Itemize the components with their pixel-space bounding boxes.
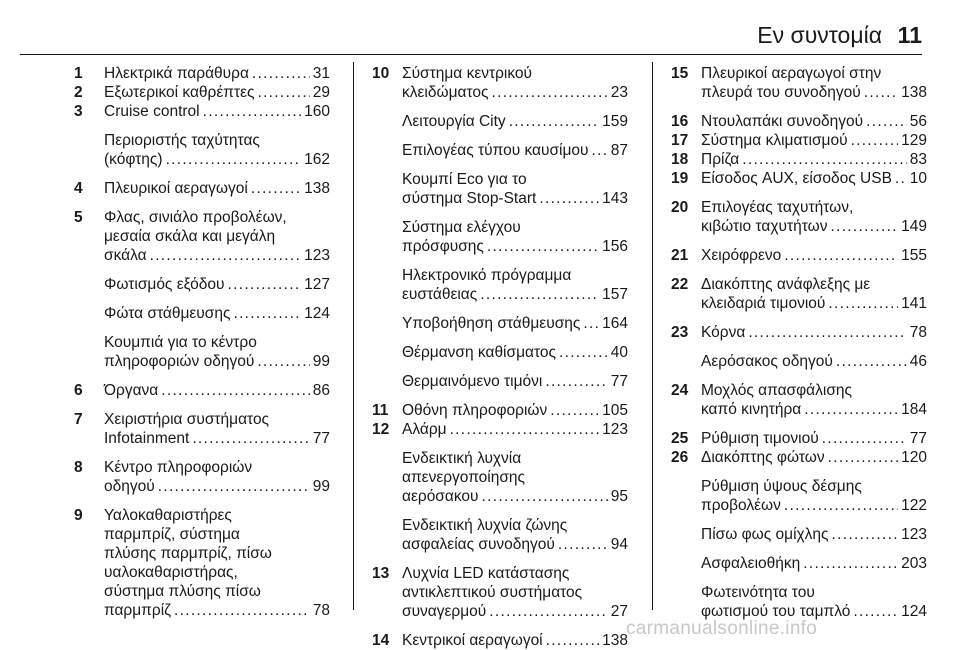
entry-number: 15 [671, 65, 689, 82]
entry-text: Cruise control [104, 103, 200, 120]
entry-last-line [104, 429, 330, 448]
entry-last-line [402, 372, 628, 391]
index-entry [372, 218, 628, 256]
column-divider [652, 62, 653, 610]
index-column-2 [372, 64, 628, 650]
entry-text: Ντουλαπάκι συνοδηγού [701, 113, 864, 130]
page-reference-link[interactable]: 160 [304, 103, 330, 120]
entry-last-line [104, 275, 330, 294]
index-entry [671, 583, 927, 621]
entry-text: πλευρά του συνοδηγού [701, 84, 861, 101]
entry-text: Πλευρικοί αεραγωγοί [104, 180, 248, 197]
entry-number: 20 [671, 199, 689, 216]
entry-text: Ασφαλειοθήκη [701, 555, 801, 572]
entry-last-line [104, 102, 330, 121]
column-divider [353, 62, 354, 610]
entry-last-line [104, 64, 330, 83]
index-entry [671, 381, 927, 419]
entry-number: 19 [671, 170, 689, 187]
leader-dots [257, 83, 309, 102]
index-entry [372, 631, 628, 650]
index-entry [671, 112, 927, 131]
entry-text: Διακόπτης ανάφλεξης με [701, 276, 871, 293]
entry-number: 25 [671, 430, 689, 447]
entry-text: Ρύθμιση ύψους δέσμης [701, 478, 862, 495]
index-entry [372, 141, 628, 160]
index-entry [671, 429, 927, 448]
leader-dots [828, 294, 898, 313]
entry-text: Πλευρικοί αεραγωγοί στην [701, 65, 882, 82]
leader-dots [174, 601, 310, 620]
index-entry [671, 477, 927, 515]
entry-text: Υαλοκαθαριστήρες [104, 507, 232, 524]
entry-text: Κουμπί Eco για το [402, 171, 527, 188]
leader-dots [166, 150, 302, 169]
page-reference-link[interactable]: 143 [602, 190, 628, 207]
page-reference-link[interactable]: 94 [610, 536, 628, 553]
index-entry [372, 343, 628, 362]
index-entry [372, 64, 628, 102]
leader-dots [784, 496, 898, 515]
entry-last-line [104, 246, 330, 265]
page-title: Εν συντομία [757, 22, 882, 48]
entry-last-line [104, 304, 330, 323]
leader-dots [832, 525, 899, 544]
entry-text: (κόφτης) [104, 151, 163, 168]
index-entry [372, 266, 628, 304]
page-reference-link[interactable]: 127 [304, 276, 330, 293]
entry-text: πληροφοριών οδηγού [104, 353, 255, 370]
entry-number: 10 [372, 65, 390, 82]
entry-text: Σύστημα κεντρικού [402, 65, 533, 82]
entry-last-line [701, 323, 927, 342]
index-entry [372, 170, 628, 208]
page-reference-link[interactable]: 78 [909, 324, 927, 341]
page-reference-link[interactable]: 23 [610, 84, 628, 101]
index-entry [74, 83, 330, 102]
index-entry [74, 208, 330, 265]
entry-last-line [701, 352, 927, 371]
page-reference-link[interactable]: 164 [602, 315, 628, 332]
entry-text: Αλάρμ [402, 421, 447, 438]
entry-number: 23 [671, 324, 689, 341]
index-entry [74, 381, 330, 400]
page-reference-link[interactable]: 123 [901, 526, 927, 543]
index-entry [671, 352, 927, 371]
entry-text: σύστημα πλύσης πίσω [104, 583, 261, 600]
index-column-1 [74, 64, 330, 620]
leader-dots [539, 189, 599, 208]
entry-number: 2 [74, 84, 83, 101]
leader-dots [257, 352, 309, 371]
index-entry [372, 401, 628, 420]
entry-last-line [104, 381, 330, 400]
entry-text: Σύστημα κλιματισμού [701, 132, 848, 149]
page-reference-link[interactable]: 157 [602, 286, 628, 303]
entry-text: Ενδεικτική λυχνία ζώνης [402, 517, 568, 534]
entry-text: Λυχνία LED κατάστασης [402, 565, 570, 582]
entry-text: Μοχλός απασφάλισης [701, 382, 852, 399]
entry-number: 24 [671, 382, 689, 399]
entry-text: Οθόνη πληροφοριών [402, 402, 548, 419]
entry-text: Σύστημα ελέγχου [402, 219, 521, 236]
leader-dots [161, 381, 310, 400]
page-header [0, 0, 960, 56]
page-reference-link[interactable]: 123 [602, 421, 628, 438]
entry-text: Είσοδος AUX, είσοδος USB [701, 170, 892, 187]
entry-text: Πίσω φως ομίχλης [701, 526, 829, 543]
entry-text: συναγερμού [402, 603, 487, 620]
page-number: 11 [897, 22, 922, 48]
leader-dots [192, 429, 309, 448]
entry-text: Περιοριστής ταχύτητας [104, 132, 260, 149]
entry-last-line [402, 83, 628, 102]
watermark-text: carmanualsonline.info [626, 618, 818, 639]
entry-last-line [701, 131, 927, 150]
entry-text: Πρίζα [701, 151, 740, 168]
leader-dots [203, 102, 302, 121]
leader-dots [150, 246, 302, 265]
entry-text: Ηλεκτρικά παράθυρα [104, 65, 249, 82]
index-entry [74, 275, 330, 294]
entry-text: Ρύθμιση τιμονιού [701, 430, 819, 447]
entry-number: 12 [372, 421, 390, 438]
index-entry [74, 458, 330, 496]
entry-text: Επιλογέας τύπου καυσίμου [402, 142, 589, 159]
entry-last-line [701, 169, 927, 188]
index-entry [74, 64, 330, 83]
page-reference-link[interactable]: 203 [901, 555, 927, 572]
entry-number: 21 [671, 247, 689, 264]
entry-text: Εξωτερικοί καθρέπτες [104, 84, 255, 101]
index-entry [671, 169, 927, 188]
page-reference-link[interactable]: 83 [909, 151, 927, 168]
index-entry [74, 304, 330, 323]
leader-dots [864, 83, 898, 102]
index-entry [372, 420, 628, 439]
index-entry [74, 333, 330, 371]
entry-text: αντικλεπτικού συστήματος [402, 584, 583, 601]
entry-number: 5 [74, 209, 83, 226]
entry-text: Φλας, σινιάλο προβολέων, [104, 209, 287, 226]
entry-text: ασφαλείας συνοδηγού [402, 536, 555, 553]
entry-last-line [701, 496, 927, 515]
entry-number: 7 [74, 411, 83, 428]
entry-text: σκάλα [104, 247, 147, 264]
entry-number: 9 [74, 507, 83, 524]
entry-text: μεσαία σκάλα και μεγάλη [104, 228, 276, 245]
entry-text: Φωτισμός εξόδου [104, 276, 225, 293]
leader-dots [784, 246, 898, 265]
entry-last-line [104, 352, 330, 371]
page-reference-link[interactable]: 184 [901, 401, 927, 418]
entry-last-line [402, 487, 628, 506]
page-reference-link[interactable]: 105 [602, 402, 628, 419]
entry-text: Φώτα στάθμευσης [104, 305, 231, 322]
index-entry [671, 198, 927, 236]
entry-number: 6 [74, 382, 83, 399]
entry-last-line [402, 343, 628, 362]
index-entry [372, 516, 628, 554]
entry-number: 4 [74, 180, 83, 197]
entry-last-line [701, 429, 927, 448]
entry-number: 14 [372, 632, 390, 649]
entry-text: Όργανα [104, 382, 159, 399]
page-reference-link[interactable]: 99 [312, 478, 330, 495]
entry-text: οδηγού [104, 478, 155, 495]
leader-dots [550, 401, 599, 420]
entry-number: 16 [671, 113, 689, 130]
page-reference-link[interactable]: 138 [304, 180, 330, 197]
index-entry [671, 150, 927, 169]
leader-dots [748, 323, 906, 342]
entry-number: 11 [372, 402, 389, 419]
leader-dots [545, 372, 607, 391]
page-reference-link[interactable]: 87 [610, 142, 628, 159]
entry-number: 13 [372, 565, 390, 582]
leader-dots [592, 141, 608, 160]
leader-dots [851, 131, 899, 150]
leader-dots [853, 602, 898, 621]
leader-dots [228, 275, 302, 294]
page-reference-link[interactable]: 122 [901, 497, 927, 514]
page-reference-link[interactable]: 27 [610, 603, 628, 620]
entry-last-line [104, 150, 330, 169]
index-entry [74, 131, 330, 169]
page-reference-link[interactable]: 162 [304, 151, 330, 168]
index-entry [671, 64, 927, 102]
index-entry [74, 102, 330, 121]
page-reference-link[interactable]: 124 [901, 603, 927, 620]
page-reference-link[interactable]: 77 [909, 430, 927, 447]
entry-last-line [402, 420, 628, 439]
entry-number: 26 [671, 449, 689, 466]
page-reference-link[interactable]: 56 [909, 113, 927, 130]
entry-text: πλύσης παρμπρίζ, πίσω [104, 545, 272, 562]
index-entry [372, 372, 628, 391]
index-entry [671, 323, 927, 342]
page-reference-link[interactable]: 138 [602, 632, 628, 649]
entry-text: κιβώτιο ταχυτήτων [701, 218, 828, 235]
page-reference-link[interactable]: 155 [901, 247, 927, 264]
leader-dots [836, 352, 907, 371]
entry-text: κλειδαριά τιμονιού [701, 295, 826, 312]
index-entry [372, 112, 628, 131]
entry-text: Αερόσακος οδηγού [701, 353, 833, 370]
leader-dots [583, 314, 599, 333]
entry-last-line [701, 525, 927, 544]
index-entry [671, 448, 927, 467]
entry-text: Κόρνα [701, 324, 746, 341]
page-reference-link[interactable]: 86 [312, 382, 330, 399]
index-entry [671, 554, 927, 573]
entry-last-line [402, 285, 628, 304]
entry-number: 17 [671, 132, 689, 149]
leader-dots [803, 554, 898, 573]
entry-number: 1 [74, 65, 83, 82]
page-reference-link[interactable]: 77 [610, 373, 628, 390]
entry-last-line [402, 141, 628, 160]
entry-text: Χειρόφρενο [701, 247, 782, 264]
entry-last-line [701, 217, 927, 236]
entry-number: 3 [74, 103, 83, 120]
page-reference-link[interactable]: 99 [312, 353, 330, 370]
page-reference-link[interactable]: 149 [901, 218, 927, 235]
leader-dots [828, 448, 899, 467]
entry-last-line [701, 150, 927, 169]
entry-text: Υποβοήθηση στάθμευσης [402, 315, 581, 332]
leader-dots [487, 237, 599, 256]
entry-text: Ενδεικτική λυχνία [402, 450, 522, 467]
page-reference-link[interactable]: 159 [602, 113, 628, 130]
leader-dots [742, 150, 907, 169]
entry-text: φωτισμού του ταμπλό [701, 603, 851, 620]
page-reference-link[interactable]: 123 [304, 247, 330, 264]
entry-text: ευστάθειας [402, 286, 478, 303]
entry-last-line [701, 246, 927, 265]
entry-text: Φωτεινότητα του [701, 584, 815, 601]
header-rule [20, 54, 922, 55]
entry-text: προβολέων [701, 497, 781, 514]
page-reference-link[interactable]: 156 [602, 238, 628, 255]
page-reference-link[interactable]: 31 [312, 65, 330, 82]
index-entry [372, 314, 628, 333]
leader-dots [491, 83, 607, 102]
page-reference-link[interactable]: 141 [901, 295, 927, 312]
leader-dots [489, 602, 607, 621]
entry-last-line [402, 237, 628, 256]
leader-dots [895, 169, 907, 188]
index-entry [671, 525, 927, 544]
entry-number: 18 [671, 151, 689, 168]
page-reference-link[interactable]: 46 [909, 353, 927, 370]
entry-text: Επιλογέας ταχυτήτων, [701, 199, 854, 216]
leader-dots [450, 420, 600, 439]
entry-last-line [104, 601, 330, 620]
leader-dots [804, 400, 898, 419]
entry-text: Θερμαινόμενο τιμόνι [402, 373, 543, 390]
entry-text: παρμπρίζ [104, 602, 171, 619]
entry-last-line [402, 602, 628, 621]
entry-text: Κεντρικοί αεραγωγοί [402, 632, 543, 649]
entry-last-line [402, 401, 628, 420]
entry-text: αερόσακου [402, 488, 479, 505]
entry-text: υαλοκαθαριστήρας, [104, 564, 238, 581]
entry-last-line [701, 294, 927, 313]
page-reference-link[interactable]: 78 [312, 602, 330, 619]
page-reference-link[interactable]: 138 [901, 84, 927, 101]
index-entry [372, 564, 628, 621]
entry-text: Κέντρο πληροφοριών [104, 459, 253, 476]
entry-text: Κουμπιά για το κέντρο [104, 334, 257, 351]
leader-dots [866, 112, 907, 131]
leader-dots [251, 179, 301, 198]
entry-last-line [701, 112, 927, 131]
page-reference-link[interactable]: 77 [312, 430, 330, 447]
index-entry [671, 131, 927, 150]
entry-last-line [402, 314, 628, 333]
entry-text: παρμπρίζ, σύστημα [104, 526, 240, 543]
leader-dots [559, 343, 608, 362]
entry-number: 22 [671, 276, 689, 293]
entry-text: σύστημα Stop-Start [402, 190, 537, 207]
index-column-3 [671, 64, 927, 621]
page-reference-link[interactable]: 95 [610, 488, 628, 505]
leader-dots [480, 285, 599, 304]
index-entry [74, 179, 330, 198]
index-entry [671, 246, 927, 265]
entry-text: κλειδώματος [402, 84, 489, 101]
entry-last-line [701, 400, 927, 419]
entry-text: καπό κινητήρα [701, 401, 802, 418]
page-reference-link[interactable]: 29 [312, 84, 330, 101]
entry-last-line [104, 477, 330, 496]
index-entry [372, 449, 628, 506]
entry-text: Θέρμανση καθίσματος [402, 344, 556, 361]
entry-last-line [402, 631, 628, 650]
leader-dots [558, 535, 608, 554]
page-reference-link[interactable]: 40 [610, 344, 628, 361]
entry-last-line [104, 179, 330, 198]
entry-last-line [701, 83, 927, 102]
page-reference-link[interactable]: 129 [901, 132, 927, 149]
index-entry [74, 506, 330, 620]
index-entry [671, 275, 927, 313]
page-reference-link[interactable]: 120 [901, 449, 927, 466]
leader-dots [830, 217, 898, 236]
leader-dots [233, 304, 301, 323]
index-entry [74, 410, 330, 448]
entry-text: Λειτουργία City [402, 113, 506, 130]
leader-dots [482, 487, 608, 506]
leader-dots [822, 429, 907, 448]
entry-last-line [402, 189, 628, 208]
leader-dots [158, 477, 310, 496]
entry-last-line [402, 112, 628, 131]
page-reference-link[interactable]: 10 [909, 170, 927, 187]
entry-text: απενεργοποίησης [402, 469, 526, 486]
leader-dots [509, 112, 599, 131]
entry-last-line [104, 83, 330, 102]
entry-last-line [701, 554, 927, 573]
entry-text: Infotainment [104, 430, 190, 447]
page-reference-link[interactable]: 124 [304, 305, 330, 322]
entry-text: πρόσφυσης [402, 238, 484, 255]
entry-last-line [701, 448, 927, 467]
entry-text: Χειριστήρια συστήματος [104, 411, 270, 428]
leader-dots [252, 64, 310, 83]
entry-number: 8 [74, 459, 83, 476]
entry-last-line [402, 535, 628, 554]
entry-text: Ηλεκτρονικό πρόγραμμα [402, 267, 572, 284]
entry-text: Διακόπτης φώτων [701, 449, 825, 466]
leader-dots [546, 631, 599, 650]
